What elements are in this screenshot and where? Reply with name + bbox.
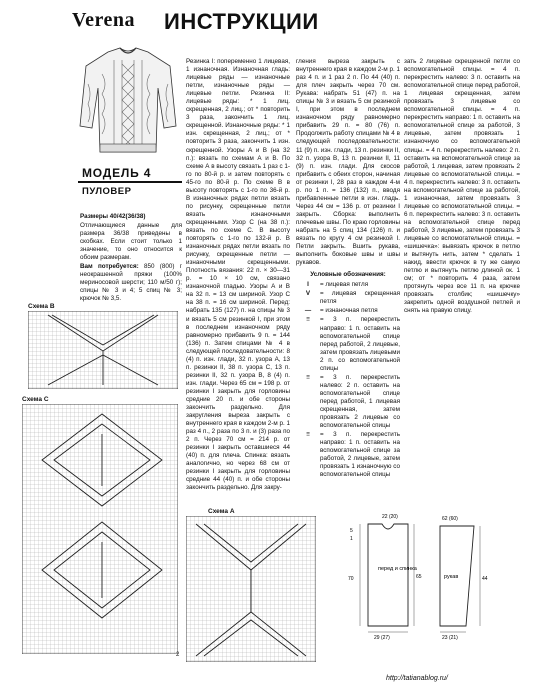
sweater-illustration — [78, 44, 178, 164]
divider — [78, 181, 182, 183]
legend-symbol: ≡ — [306, 316, 310, 324]
schema-b-label: Схема В — [28, 303, 55, 310]
legend-text: = лицевая скрещенная петля — [320, 290, 400, 306]
sizes-label: Размеры 40/42(36/38) — [80, 213, 146, 220]
dim-neck2: 1 — [350, 536, 353, 542]
sizes-section — [80, 213, 182, 305]
legend-symbol: ≡ — [306, 373, 310, 381]
dim-total: 70 — [348, 576, 354, 582]
legend-symbol: ≡ — [306, 431, 310, 439]
legend-text: = лицевая петля — [320, 281, 369, 289]
dim-sleeve-len: 44 — [482, 576, 488, 582]
page-number: 2 — [176, 652, 180, 658]
legend-item — [296, 374, 400, 430]
instructions-column-2 — [186, 58, 290, 494]
legend-item — [296, 290, 400, 306]
legend-title: Условные обозначения: — [310, 271, 386, 279]
source-url[interactable]: http://tatianablog.ru/ — [386, 675, 448, 682]
legend-text: = изнаночная петля — [320, 307, 378, 315]
materials-label: Вам потребуется: — [80, 263, 139, 271]
instructions-column-3 — [296, 58, 400, 480]
front-back-outline — [368, 524, 408, 626]
model-number: МОДЕЛЬ 4 — [82, 166, 152, 180]
legend-list — [296, 281, 400, 479]
legend-symbol: — — [304, 307, 312, 315]
schema-c-label: Схема С — [22, 396, 49, 403]
sizes-text: Отличающиеся данные для размера 36/38 приведены в скобках. Если стоит только 1 значение, то оно относится к обоим размерам. — [80, 222, 182, 262]
legend-symbol: V — [305, 290, 311, 298]
legend-text: = 3 п. перекрестить налево: 2 п. оставить на вспомогательной спице перед работой, 1 лицевая скрещенная, затем провязать 2 лицевые со вспомогательной спицы — [320, 373, 400, 430]
legend-text: = 3 п. перекрестить направо: 1 п. оставить на вспомогательной спице за работой, 2 лицевые, затем провязать 1 изнаночную со вспомогательной спицы — [320, 431, 400, 479]
column4-text: зать 2 лицевые скрещенной петли со вспомогательной спицы. = 4 п. перекрестить налево: 3 п. оставить на вспомогательной спице перед работой, 1 лицевая скрещенная, затем провязать 3 лицевые со вспомогательной спицы. = 4 п. перекрестить направо: 1 п. оставить на вспомогательной спице за работой, 3 лицевые, затем провязать 1 изнаночную со вспомогательной спицы. = 4 п. перекрестить налево: 2 п. оставить на вспомогательной спице за работой, 1 лицевая, затем провязать 2 лицевые со вспомогательной спицы. = 4 п. перекрестить налево: 3 п. оставить на вспомогательной спице за работой, 1 изнаночная, затем провязать 3 лицевые со вспомогательной спицы. = 6 п. перекрестить налево: 3 п. оставить на вспомогательной спице перед работой, 3 лицевые, затем провязать 3 лицевые со вспомогательной спицы. = «шишечка»: вывязать крючок в петлю и вытянуть нить, затем * сделать 1 накид, ввести крючок в ту же самую петлю и вытянуть петлю длиной ок. 1 см; от * повторить 4 раза, затем протянуть через все 11 п. на крючке провязать столбик; «шишечку» закрепить одной воздушной петлей и снять на правую спицу. — [404, 58, 520, 315]
model-name: ПУЛОВЕР — [82, 186, 132, 197]
sleeve-label: рукав — [444, 574, 459, 580]
schema-c-chart — [22, 404, 178, 654]
front-back-label: перед и спинка — [378, 566, 417, 572]
dim-side: 65 — [416, 574, 422, 580]
schema-a-chart — [186, 516, 316, 662]
dim-sleeve-width: 62 (60) — [442, 516, 458, 522]
legend-item — [296, 316, 400, 372]
dim-bottom-sleeve: 23 (21) — [442, 635, 458, 640]
column3-text: гления выреза закрыть с внутреннего края в каждом 2-м р. 1 раз 4 п. и 1 раз 2 п. По 44 (40) п. для плеч закрыть через 70 см. Рукава: набрать 51 (47) п. на спицы № 3 и вязать 5 см резинкой I, при этом в последнем изнаночном ряду равномерно прибавить 29 п. = 80 (76) п. Продолжить работу спицами № 4 в следующей последовательности: 11 (9) п. изн. глади, 13 п. резинки II, 32 п. узора В, 13 п. резинки II, 11 (9) п. изн. глади. Для скосов прибавить с обеих сторон, начиная от резинки I, 28 раз в каждом 4-м р. по 1 п. = 136 (132) п., вводя прибавленные петли в изн. гладь. Через 44 см = 136 р. от резинки I закрыть. Сборка: выполнить плечевые швы. По краю горловины набрать на 5 спиц 134 (126) п. и вязать по кругу 4 см резинкой I. Петли закрыть. Вшить рукава, выполнить боковые швы и швы рукавов. — [296, 58, 400, 267]
legend-text: = 3 п. перекрестить направо: 1 п. оставить на вспомогательной спице перед работой, 2 лицевые, затем провязать лицевыми 2 п. со вспомогательной спицы — [320, 316, 400, 372]
dim-bottom-front: 29 (27) — [374, 635, 390, 640]
schema-a-label: Схема А — [208, 508, 235, 515]
brand-logo: Verena — [72, 9, 135, 31]
legend-item — [296, 307, 400, 315]
dim-neck: 5 — [350, 528, 353, 534]
page-title: ИНСТРУКЦИИ — [164, 9, 319, 34]
legend-item — [296, 431, 400, 479]
instructions-column-4 — [404, 58, 520, 317]
pattern-drawing — [344, 508, 494, 640]
legend-symbol: I — [307, 281, 309, 289]
schema-b-chart — [28, 311, 178, 389]
dim-top: 22 (20) — [382, 514, 398, 520]
legend-item — [296, 281, 400, 289]
materials-text: 850 (800) г неокрашенной пряжи (100% мериносовой шерсти; 110 м/50 г); спицы № 3 и 4; 5 спиц № 3; крючок № 3,5. — [80, 263, 183, 303]
column2-text: Резинка I: попеременно 1 лицевая, 1 изнаночная. Изнаночная гладь: лицевые ряды — изнаночные петли, изнаночные ряды — лицевые петли. Резинка II: лицевые ряды: * 1 лиц. скрещенная, 2 лиц.; от * повторить 3 раза, закончить 1 лиц. скрещенной. Изнаночные ряды: * 1 изн. скрещенная, 2 лиц.; от * повторить 3 раза, закончить 1 изн. скрещенной. Узоры А и В (на 32 п.): вязать по схемам А и В. По схеме А в высоту связать 1 раз с 1-го по 80-й р. и затем повторять с 45-го по 80-й р. По схеме В в высоту повторять с 1-го по 36-й р. В изнаночных рядах петли вязать по рисунку, скрещенные петли вязать изнаночными скрещенными. Узор С (на 38 п.): вязать по схеме С. В высоту повторять с 1-го по 132-й р. В изнаночных рядах петли вязать по рисунку, скрещенные петли — изнаночными скрещенными. Плотность вязания: 22 п. × 30—31 р. = 10 × 10 см, связано изнаночной гладью. Узоры А и В на 32 п. = 13 см шириной. Узор С на 38 п. = 16 см шириной. Перед: набрать 135 (127) п. на спицы № 3 и вязать 5 см резинкой I, при этом в последнем изнаночном ряду равномерно прибавить 9 п. = 144 (136) п. Затем спицами № 4 в следующей последовательности: 8 (4) п. изн. глади, 32 п. узора А, 13 п. резинки II, 38 п. узора С, 13 п. резинки II, 32 п. узора В, 8 (4) п. изн. глади. Через 65 см = 198 р. от резинки I закрыть для горловины средние 20 п. и обе стороны закончить раздельно. Для закругления выреза закрыть с внутреннего края в каждом 2-м р. 1 раз 4 п., 2 раза по 3 п. и (3) раза по 2 п. Через 70 см = 214 р. от резинки I закрыть оставшиеся 44 (40) п. для плеча. Спинка: вязать аналогично, но через 68 см от резинки I закрыть для горловины средние 44 (40) п. и обе стороны закончить раздельно. Для закру- — [186, 58, 290, 492]
